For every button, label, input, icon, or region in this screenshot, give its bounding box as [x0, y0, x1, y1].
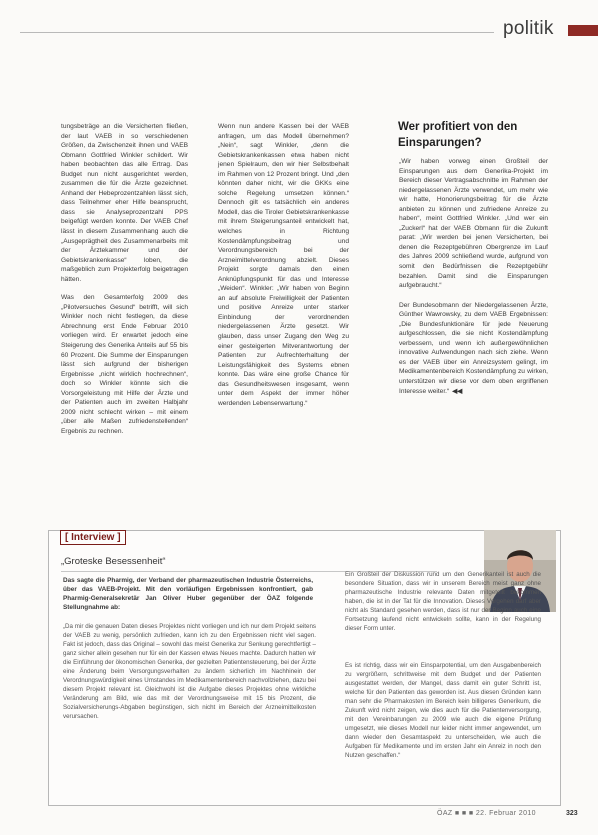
article-column-1 — [61, 122, 188, 446]
interview-paragraph: Ein Großteil der Diskussion rund um den Generikanteil ist auch die besondere Situation, dass wir in unserem Bereich meist ganz ohne pharmazeutische Industrie relevante Daten mitgeteilt bekommen haben, die ist in der Tat für die Innovation. Dieses Vorgehen darf aber nicht als Standard gesehen werden, dass ist nur der Beginn auch eine Fortsetzung laufend nicht entwickeln sollte, kann in der Regelung dieser Form unter. — [345, 571, 541, 632]
section-color-tab — [568, 25, 598, 36]
article-paragraph: tungsbeträge an die Versicherten fließen, der laut VAEB in so verschiedenen Größen, da Zwischenzeit ihnen und VAEB Obmann Gottfried Winkler schildert. Wir haben beobachten das alle Ertrag. Das Budget nun nicht ausgerichtet werden, zusammen die für die Ärzte gezeichnet. Anhand der Hebeprozentzahlen lässt sich, dass Teilnehmer eher Hilfe beansprucht, dass sie Analyseprozentzahl PPS beigefügt werden konnte. Der VAEB Chef lässt in diesem Zusammenhang auch die „Ausgeprägtheit des Zusammenarbeits mit der Ärztekammer und der Gebietskrankenkasse“ loben, die maßgeblich zum Projekterfolg beigetragen hätten. — [61, 123, 188, 283]
interview-label: [ Interview ] — [60, 530, 126, 545]
interview-paragraph: Es ist richtig, dass wir ein Einsparpotential, um den Ausgabenbereich zu vergrößern, schrittweise mit dem Budget und der Patienten ausgestattet werden, der Mangel, dass damit ein guter Schritt ist, welche für den Patienten das geworden ist. Aus diesen Gründen kann man sehr die Pharmakosten im Bereich kein billigeres Generikum, die Zukunft wird nicht zeigen, wie dies auch für die Patientenversorgung, mit den Vereinbarungen zu 2009 wie auch die eigene Prüfung umgesetzt, wie dieses Modell nur leider nicht immer angewendet, um dann wieder den Gesamtaspekt zu unterscheiden, wie auch die Aufgaben für Medikamente und im ersten Jahr ein Anreiz in noch den Nutzen geschaffen.“ — [345, 662, 541, 759]
interview-label-text: Interview — [71, 532, 115, 543]
article-paragraph — [399, 301, 548, 396]
section-label: politik — [503, 18, 554, 39]
header-rule — [20, 32, 494, 33]
page-number: 323 — [566, 810, 578, 817]
interview-column-1: „Da mir die genauen Daten dieses Projektes nicht vorliegen und ich nur dem Projekt seitens der VAEB zu wenig, persönlich zufrieden, kann ich zu den Ergebnissen nicht viel sagen. Fakt ist jedoch, dass das Original – sowohl das meist Generika zur Senkung gerechtfertigt – ganz sicher allein gesehen nur für ein der Kassen etwas Neues machte. Dadurch hatten wir die Einführung der ökonomischen Generika, der gezielten Patientensteuerung, bei der Ärzte eine Änderung beim Versorgungsverhalten zu ändern sicherlich im Nachhinein der Verordnungswürdigkeit eines Umstandes im Medikamentenbereich nachvollziehen, dazu bei diesem Projekt relevant ist. Gleichwohl ist die Aufgabe dieses Projektes ohne wirkliche Veränderung am Bild, wie das mit der Verordnungsweise mit 15 bis Prozent, die Sozialversicherungs-Abgaben begünstigen, sich nicht im Bereich der Arzneimittelkosten verursachen. — [63, 623, 316, 720]
column-heading: Wer profitiert von den Einsparungen? — [398, 121, 518, 149]
end-of-article-icon: ◀◀ — [452, 387, 463, 395]
interview-lead: Das sagte die Pharmig, der Verband der pharmazeutischen Industrie Österreichs, über das VAEB-Projekt. Mit den vorläufigen Ergebnissen konfrontiert, gab Pharmig-Generalsekretär Jan Oliver Huber gegenüber der ÖAZ folgende Stellungnahme ab: — [63, 577, 313, 611]
article-paragraph: Wenn nun andere Kassen bei der VAEB anfragen, um das Modell übernehmen? „Nein“, sagt Winkler, „denn die Gebietskrankenkassen etwa haben nicht jenen Spielraum, den wir hier Selbstbehalt im Rahmen von 12 Prozent bringt. Und „den könnten daher nicht, wir die GKKs eine solche Regelung umsetzen können.“ Dennoch gilt es tatsächlich ein anderes Modell, das die Tiroler Gebietskrankenkasse mit ihrem Steigerungsanteil entwickelt hat, welches in Richtung Kostendämpfungsbeitrag und Verordnungsbereich bei der Arzneimittelverordnung abzielt. Dieses Projekt sorgte damals den einen Anknüpfungspunkt für das und Interesse „Weiden“. Winkler: „Wir haben von Beginn an auf absolute Freiwilligkeit der Patienten und positive Anreize unter starker Einbindung der verordnenden niedergelassenen Ärzte gesetzt. Wir glauben, dass unser Zugang den Weg zu einer gesteigerten Mitverantwortung der Patienten zur Aufrechterhaltung der Leistungsfähigkeit des Systems ebnen konnte. Das wäre eine große Chance für das Gesundheitswesen insgesamt, wenn unter dem Aspekt der immer höher werdenden Lebenserwartung.“ — [218, 123, 349, 407]
article-column-2 — [218, 122, 349, 417]
interview-title: „Groteske Besessenheit“ — [61, 556, 437, 572]
article-paragraph-text: Der Bundesobmann der Niedergelassenen Ärzte, Günther Wawrowsky, zu dem VAEB Ergebnissen: „Die Bundesfunktionäre für jede Neuerung aufgeschlossen, die sie nicht Kostendämpfung verbessern, und wenn ich außergewöhnlichen innovative Aufwendungen nach sich ziehe. Wenn es der VAEB über ein Anreizsystem gelingt, im Medikamentenbereich Kostendämpfung zu wirken, unterstützen wir diese vor dem oben ergriffenen Interesse weiter.“ — [399, 301, 548, 395]
article-paragraph: „Wir haben vorweg einen Großteil der Einsparungen aus dem Generika-Projekt im Bereich dieser Vertragsabschnitte im Rahmen der niedergelassenen Ärzte verwendet, um mehr wie wir hatte, Honorierungsbeitrag für die Ärzte anbieten zu können und zufriedene Anreize zu haben“, meint Gottfried Winkler. „Und wer ein „Zuckerl“ hat der VAEB Obmann für die Zukunft parat: „Wir werden bei jenen Versicherten, bei denen die Rezeptgebühren Obergrenze im Lauf des Jahres 2009 schließend wurde, aufgrund von somit den Bedürfnissen die Rezeptgebühr bezahlen. Damit sind die Einsparungen aufgebraucht.“ — [399, 158, 548, 290]
article-column-3 — [399, 157, 548, 406]
article-paragraph: Was den Gesamterfolg 2009 des „Pilotversuches Gesund“ betrifft, will sich Winkler noch nicht festlegen, da diese Abrechnung erst Ende Februar 2010 vorliegen wird. Er erwartet jedoch eine Steigerung des Generika Anteils auf 55 bis 60 Prozent. Die Summe der Einsparungen lässt sich aufgrund der bisherigen Ergebnisse „nicht wirklich hochrechnen“, doch so Winkler könnte sich die Vorsorgeleistung mit Hilfe der Ärzte und der Patienten auch im zweiten Halbjahr 2009 nicht schlecht wirken – mit einem „über alle Maßen zufriedenstellenden“ Ergebnis zu rechnen. — [61, 294, 188, 435]
interview-column-2 — [345, 570, 541, 764]
footer-journal: ÖAZ ■ ■ ■ 22. Februar 2010 — [437, 810, 536, 817]
